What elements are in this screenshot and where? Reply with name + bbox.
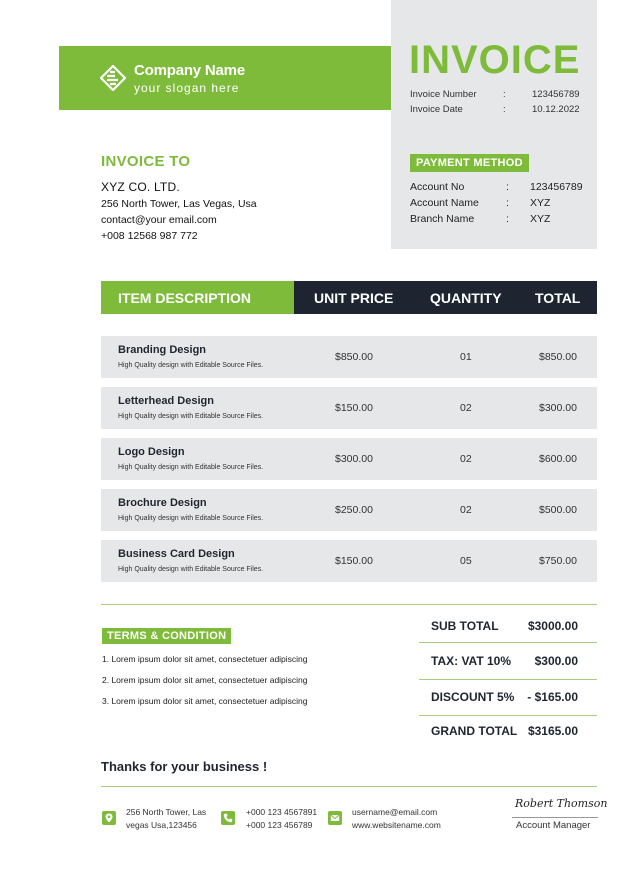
item-title: Letterhead Design [118, 395, 214, 407]
invoice-date-value: 10.12.2022 [532, 104, 580, 115]
item-unit-price: $250.00 [335, 504, 373, 516]
divider [101, 604, 597, 605]
footer-website: www.websitename.com [352, 820, 441, 830]
location-pin-icon [102, 811, 116, 825]
footer-address-line1: 256 North Tower, Las [126, 807, 207, 817]
footer-address [126, 806, 206, 832]
item-description: High Quality design with Editable Source Files. [118, 566, 264, 573]
separator: : [506, 197, 509, 209]
term-item: 3. Lorem ipsum dolor sit amet, consectetuer adipiscing [102, 696, 308, 706]
grand-total-value: $3165.00 [527, 724, 578, 738]
company-slogan: your slogan here [134, 81, 240, 95]
vat-value: $300.00 [534, 654, 578, 668]
item-quantity: 02 [460, 402, 472, 414]
invoice-number-value: 123456789 [532, 89, 580, 100]
invoice-number-label: Invoice Number [410, 89, 477, 100]
item-quantity: 02 [460, 504, 472, 516]
col-header-quantity: QUANTITY [430, 290, 502, 306]
account-name-value: XYZ [530, 197, 551, 209]
discount-label: DISCOUNT 5% [431, 690, 515, 704]
signature: Robert Thomson [515, 797, 608, 810]
item-description: High Quality design with Editable Source Files. [118, 413, 264, 420]
divider [101, 786, 597, 787]
company-logo-icon [100, 65, 126, 91]
divider [419, 642, 597, 643]
discount-value: - $165.00 [527, 690, 578, 704]
company-name: Company Name [134, 62, 245, 79]
table-row [101, 336, 597, 378]
item-quantity: 01 [460, 351, 472, 363]
footer-email: username@email.com [352, 807, 438, 817]
payment-method-heading: PAYMENT METHOD [410, 154, 529, 172]
thanks-message: Thanks for your business ! [101, 759, 268, 774]
table-row [101, 387, 597, 429]
grand-total-label: GRAND TOTAL [431, 724, 518, 738]
vat-label: TAX: VAT 10% [431, 654, 512, 668]
item-description: High Quality design with Editable Source Files. [118, 515, 264, 522]
term-item: 1. Lorem ipsum dolor sit amet, consectetuer adipiscing [102, 654, 308, 664]
item-quantity: 02 [460, 453, 472, 465]
terms-heading: TERMS & CONDITION [102, 628, 231, 644]
table-row [101, 438, 597, 480]
invoice-title: INVOICE [409, 38, 581, 82]
term-item: 2. Lorem ipsum dolor sit amet, consectetuer adipiscing [102, 675, 308, 685]
signature-role: Account Manager [516, 820, 591, 831]
item-total: $600.00 [539, 453, 577, 465]
item-unit-price: $850.00 [335, 351, 373, 363]
separator: : [503, 104, 506, 115]
client-phone: +008 12568 987 772 [101, 230, 198, 242]
account-no-value: 123456789 [530, 181, 583, 193]
table-row [101, 489, 597, 531]
invoice-date-label: Invoice Date [410, 104, 463, 115]
client-address: 256 North Tower, Las Vegas, Usa [101, 198, 257, 210]
item-unit-price: $300.00 [335, 453, 373, 465]
item-description: High Quality design with Editable Source Files. [118, 464, 264, 471]
phone-icon [221, 811, 235, 825]
item-title: Branding Design [118, 344, 207, 356]
item-title: Brochure Design [118, 497, 207, 509]
footer-address-line2: vegas Usa,123456 [126, 820, 197, 830]
item-title: Business Card Design [118, 548, 235, 560]
col-header-unit-price: UNIT PRICE [314, 290, 394, 306]
separator: : [506, 213, 509, 225]
item-total: $750.00 [539, 555, 577, 567]
client-name: XYZ CO. LTD. [101, 180, 180, 194]
divider [419, 715, 597, 716]
separator: : [503, 89, 506, 100]
account-no-label: Account No [410, 181, 465, 193]
sub-total-value: $3000.00 [527, 619, 578, 633]
client-email: contact@your email.com [101, 214, 217, 226]
item-total: $300.00 [539, 402, 577, 414]
item-title: Logo Design [118, 446, 185, 458]
footer-contact [352, 806, 441, 832]
divider [419, 679, 597, 680]
item-total: $850.00 [539, 351, 577, 363]
mail-icon [328, 811, 342, 825]
invoice-to-heading: INVOICE TO [101, 153, 191, 170]
footer-phone-1: +000 123 4567891 [246, 807, 318, 817]
signature-line [512, 817, 598, 818]
branch-name-label: Branch Name [410, 213, 475, 225]
branch-name-value: XYZ [530, 213, 551, 225]
sub-total-label: SUB TOTAL [431, 619, 499, 633]
separator: : [506, 181, 509, 193]
item-description: High Quality design with Editable Source Files. [118, 362, 264, 369]
col-header-total: TOTAL [535, 290, 581, 306]
footer-phones [246, 806, 317, 832]
item-unit-price: $150.00 [335, 402, 373, 414]
footer-phone-2: +000 123 456789 [246, 820, 313, 830]
table-row [101, 540, 597, 582]
item-quantity: 05 [460, 555, 472, 567]
account-name-label: Account Name [410, 197, 479, 209]
item-total: $500.00 [539, 504, 577, 516]
col-header-description: ITEM DESCRIPTION [118, 290, 252, 306]
item-unit-price: $150.00 [335, 555, 373, 567]
